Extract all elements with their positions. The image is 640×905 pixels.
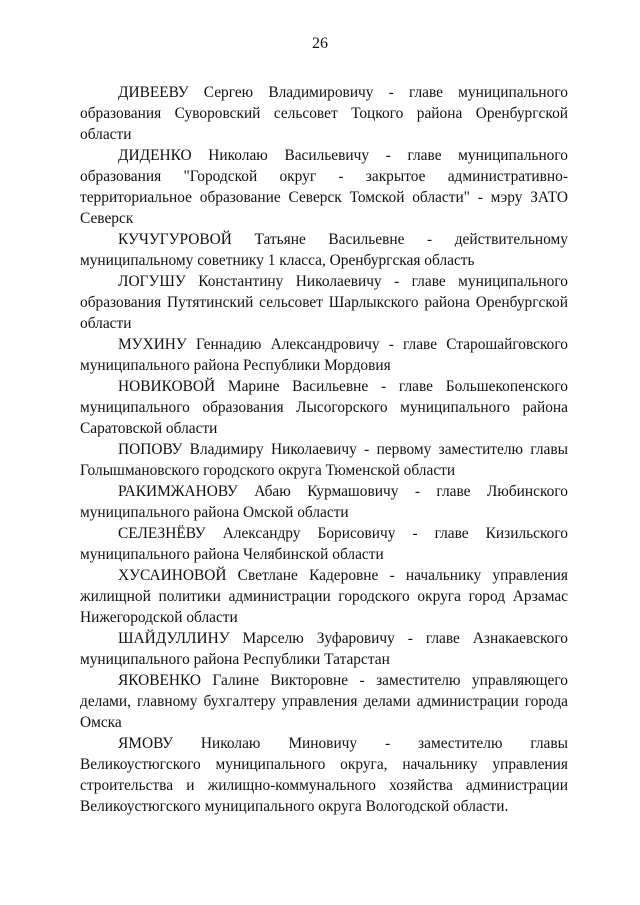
list-entry-4: ЛОГУШУ Константину Николаевичу - главе муниципального образования Путятинский сельсовет Шарлыкского района Оренбургской области — [80, 273, 568, 332]
list-entry-9: СЕЛЕЗНЁВУ Александру Борисовичу - главе Кизильского муниципального района Челябинской области — [80, 525, 568, 563]
page-number: 26 — [312, 35, 328, 52]
list-entry-6: НОВИКОВОЙ Марине Васильевне - главе Большекопенского муниципального образования Лысогорского муниципального района Саратовской области — [80, 378, 568, 437]
list-entry-3: КУЧУГУРОВОЙ Татьяне Васильевне - действительному муниципальному советнику 1 класса, Оренбургская область — [80, 231, 568, 269]
list-entry-5: МУХИНУ Геннадию Александровичу - главе Старошайговского муниципального района Республики Мордовия — [80, 336, 568, 374]
award-list — [80, 82, 568, 817]
list-entry-8: РАКИМЖАНОВУ Абаю Курмашовичу - главе Любинского муниципального района Омской области — [80, 483, 568, 521]
list-entry-11: ШАЙДУЛЛИНУ Марселю Зуфаровичу - главе Азнакаевского муниципального района Республики Татарстан — [80, 630, 568, 668]
list-entry-12: ЯКОВЕНКО Галине Викторовне - заместителю управляющего делами, главному бухгалтеру управления делами администрации города Омска — [80, 672, 568, 731]
list-entry-1: ДИВЕЕВУ Сергею Владимировичу - главе муниципального образования Суворовский сельсовет Тоцкого района Оренбургской области — [80, 84, 568, 143]
list-entry-7: ПОПОВУ Владимиру Николаевичу - первому заместителю главы Голышмановского городского округа Тюменской области — [80, 441, 568, 479]
list-entry-13: ЯМОВУ Николаю Миновичу - заместителю главы Великоустюгского муниципального округа, начальнику управления строительства и жилищно-коммунального хозяйства администрации Великоустюгского муниципального округа Вологодской области. — [80, 735, 568, 815]
list-entry-10: ХУСАИНОВОЙ Светлане Кадеровне - начальнику управления жилищной политики администрации городского округа город Арзамас Нижегородской области — [80, 567, 568, 626]
list-entry-2: ДИДЕНКО Николаю Васильевичу - главе муниципального образования "Городской округ - закрытое административно-территориальное образование Северск Томской области" - мэру ЗАТО Северск — [80, 147, 568, 227]
